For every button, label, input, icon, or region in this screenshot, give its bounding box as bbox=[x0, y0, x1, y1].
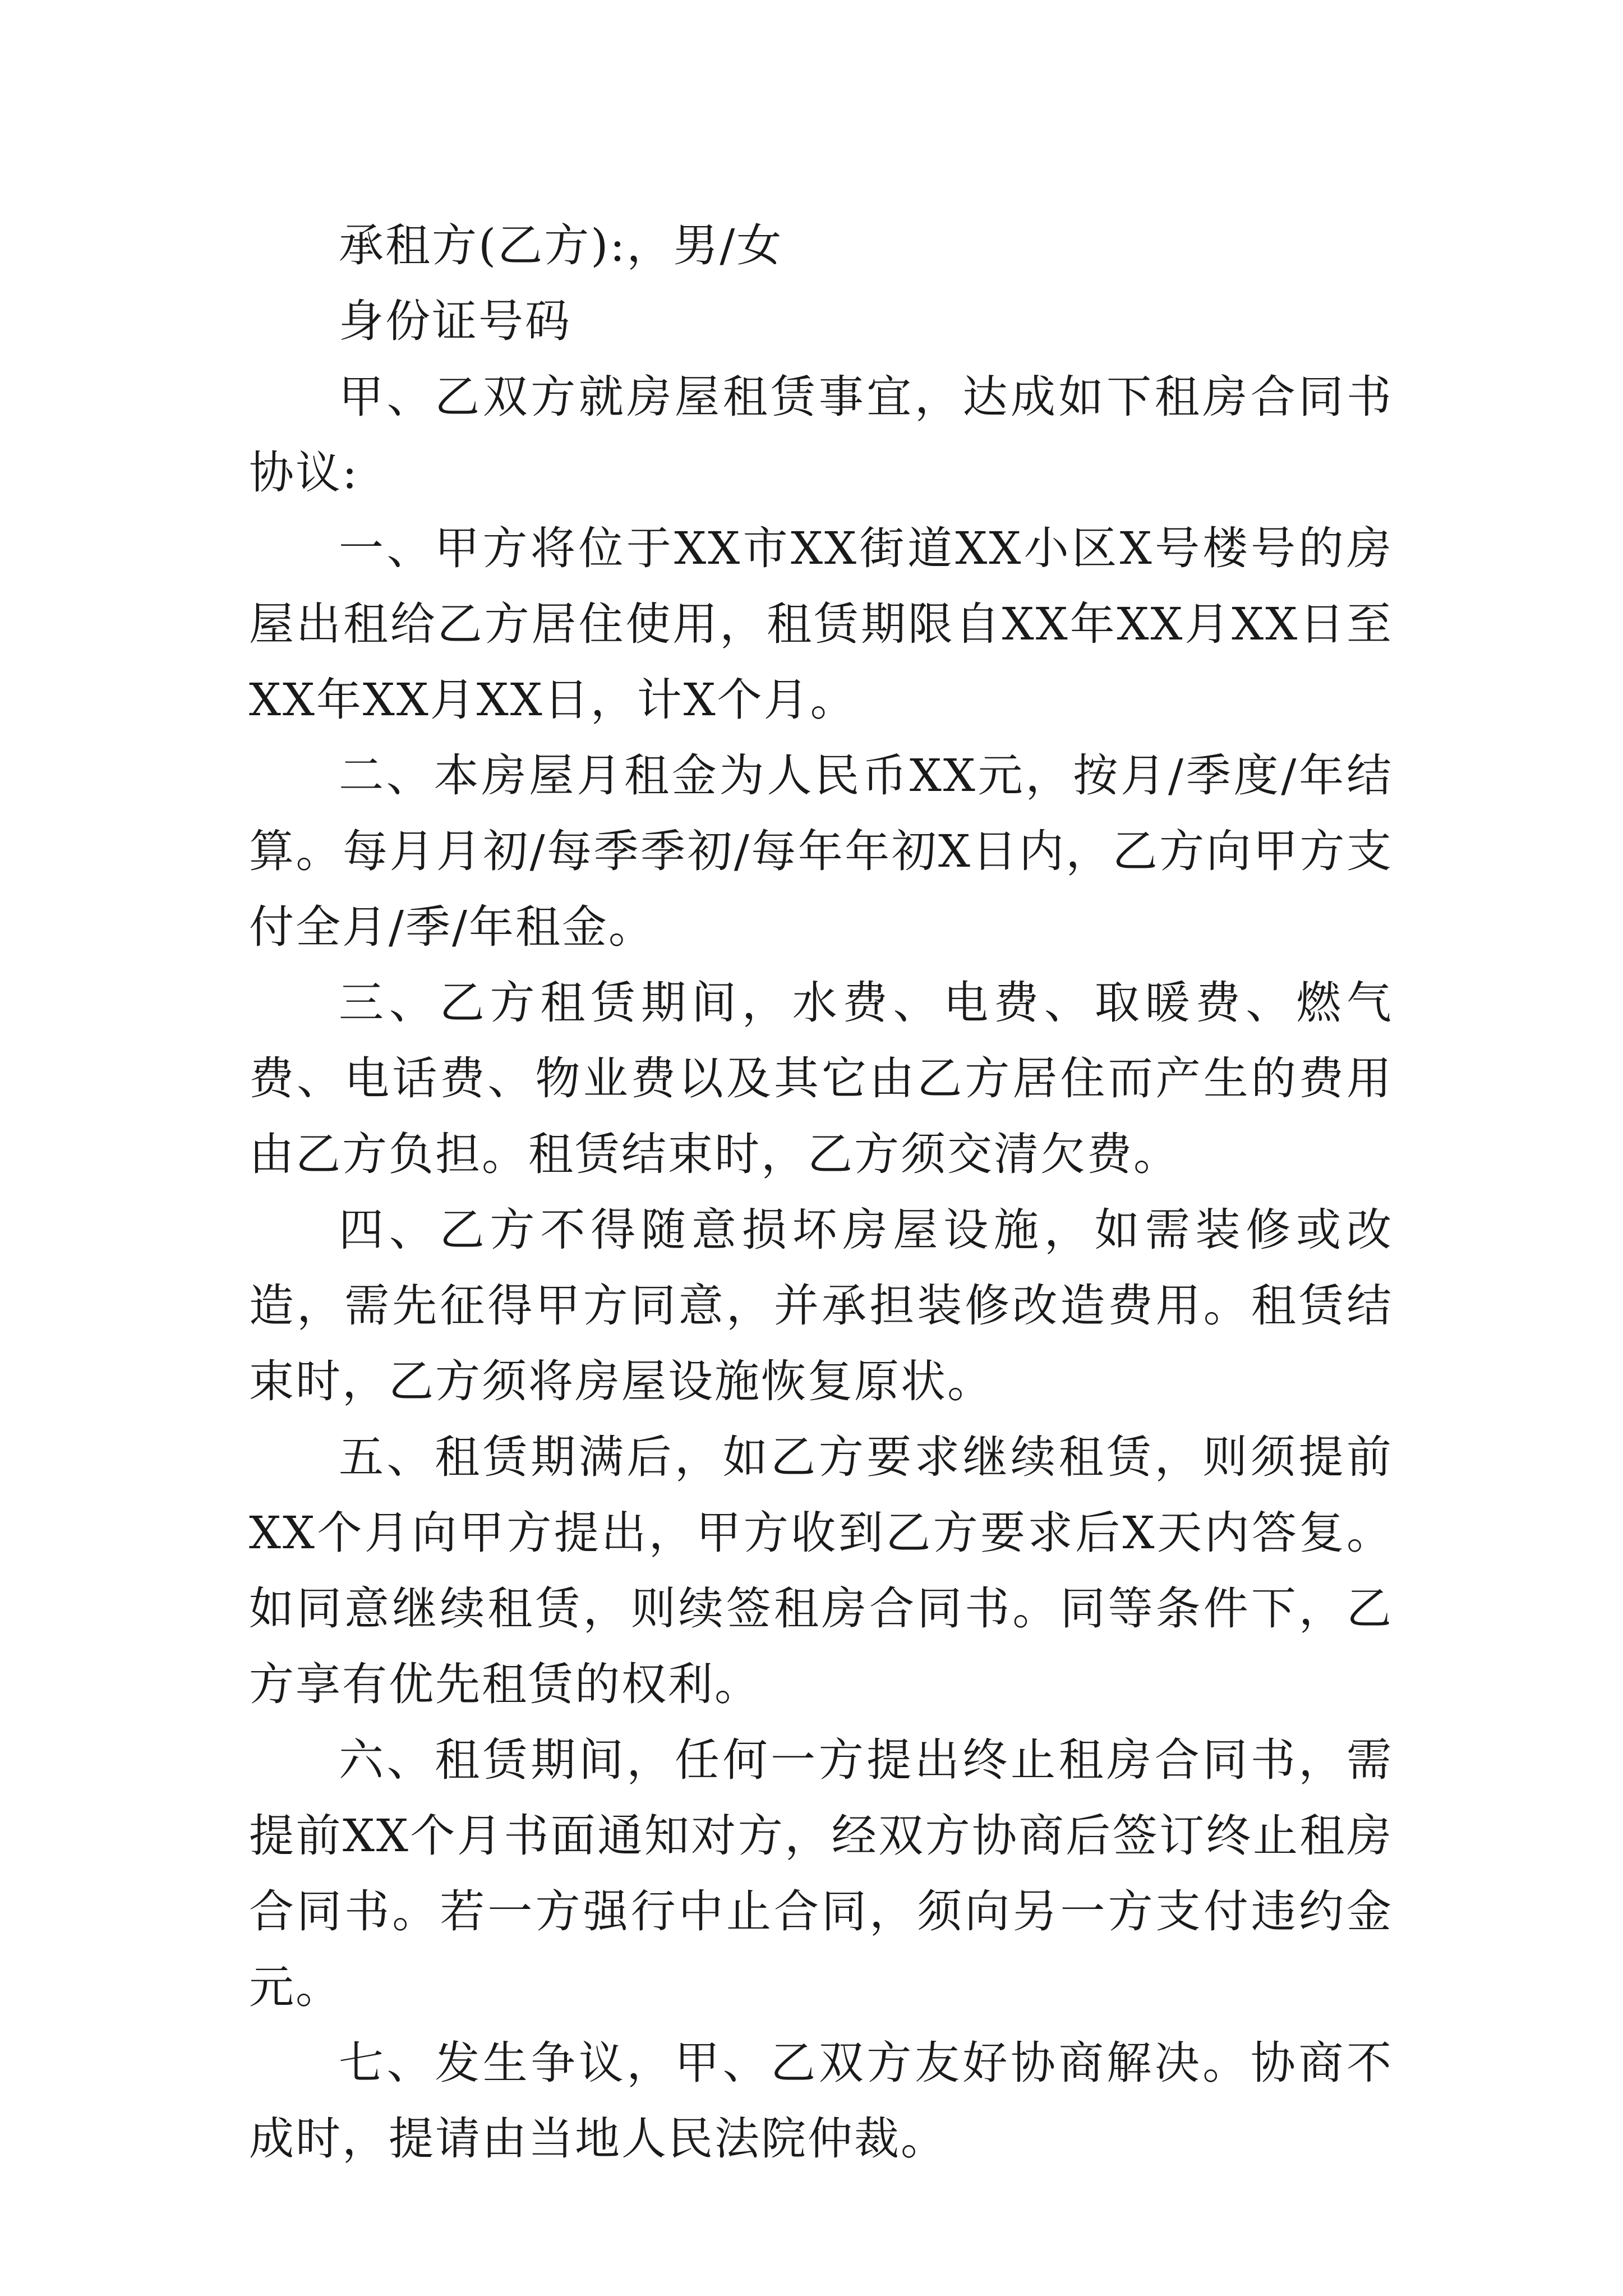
tenant-line: 承租方(乙方):，男/女 bbox=[339, 219, 783, 272]
document-body bbox=[249, 208, 1393, 2177]
clause-2: 二、本房屋月租金为人民币XX元，按月/季度/年结算。每月月初/每季季初/每年年初X日内，乙方向甲方支付全月/季/年租金。 bbox=[249, 749, 1393, 953]
clause-3: 三、乙方租赁期间，水费、电费、取暖费、燃气费、电话费、物业费以及其它由乙方居住而产生的费用由乙方负担。租赁结束时，乙方须交清欠费。 bbox=[249, 977, 1393, 1180]
clause-7: 七、发生争议，甲、乙双方友好协商解决。协商不成时，提请由当地人民法院仲裁。 bbox=[249, 2037, 1393, 2165]
clause-1: 一、甲方将位于XX市XX街道XX小区X号楼号的房屋出租给乙方居住使用，租赁期限自XX年XX月XX日至XX年XX月XX日，计X个月。 bbox=[249, 522, 1393, 726]
clause-4: 四、乙方不得随意损坏房屋设施，如需装修或改造，需先征得甲方同意，并承担装修改造费用。租赁结束时，乙方须将房屋设施恢复原状。 bbox=[249, 1204, 1393, 1407]
clause-5: 五、租赁期满后，如乙方要求继续租赁，则须提前XX个月向甲方提出，甲方收到乙方要求后X天内答复。如同意继续租赁，则续签租房合同书。同等条件下，乙方享有优先租赁的权利。 bbox=[249, 1431, 1393, 1710]
clause-6: 六、租赁期间，任何一方提出终止租房合同书，需提前XX个月书面通知对方，经双方协商后签订终止租房合同书。若一方强行中止合同，须向另一方支付违约金 元。 bbox=[249, 1734, 1393, 2013]
agreement-intro: 甲、乙双方就房屋租赁事宜，达成如下租房合同书协议: bbox=[249, 371, 1393, 499]
id-number-line: 身份证号码 bbox=[339, 295, 571, 347]
